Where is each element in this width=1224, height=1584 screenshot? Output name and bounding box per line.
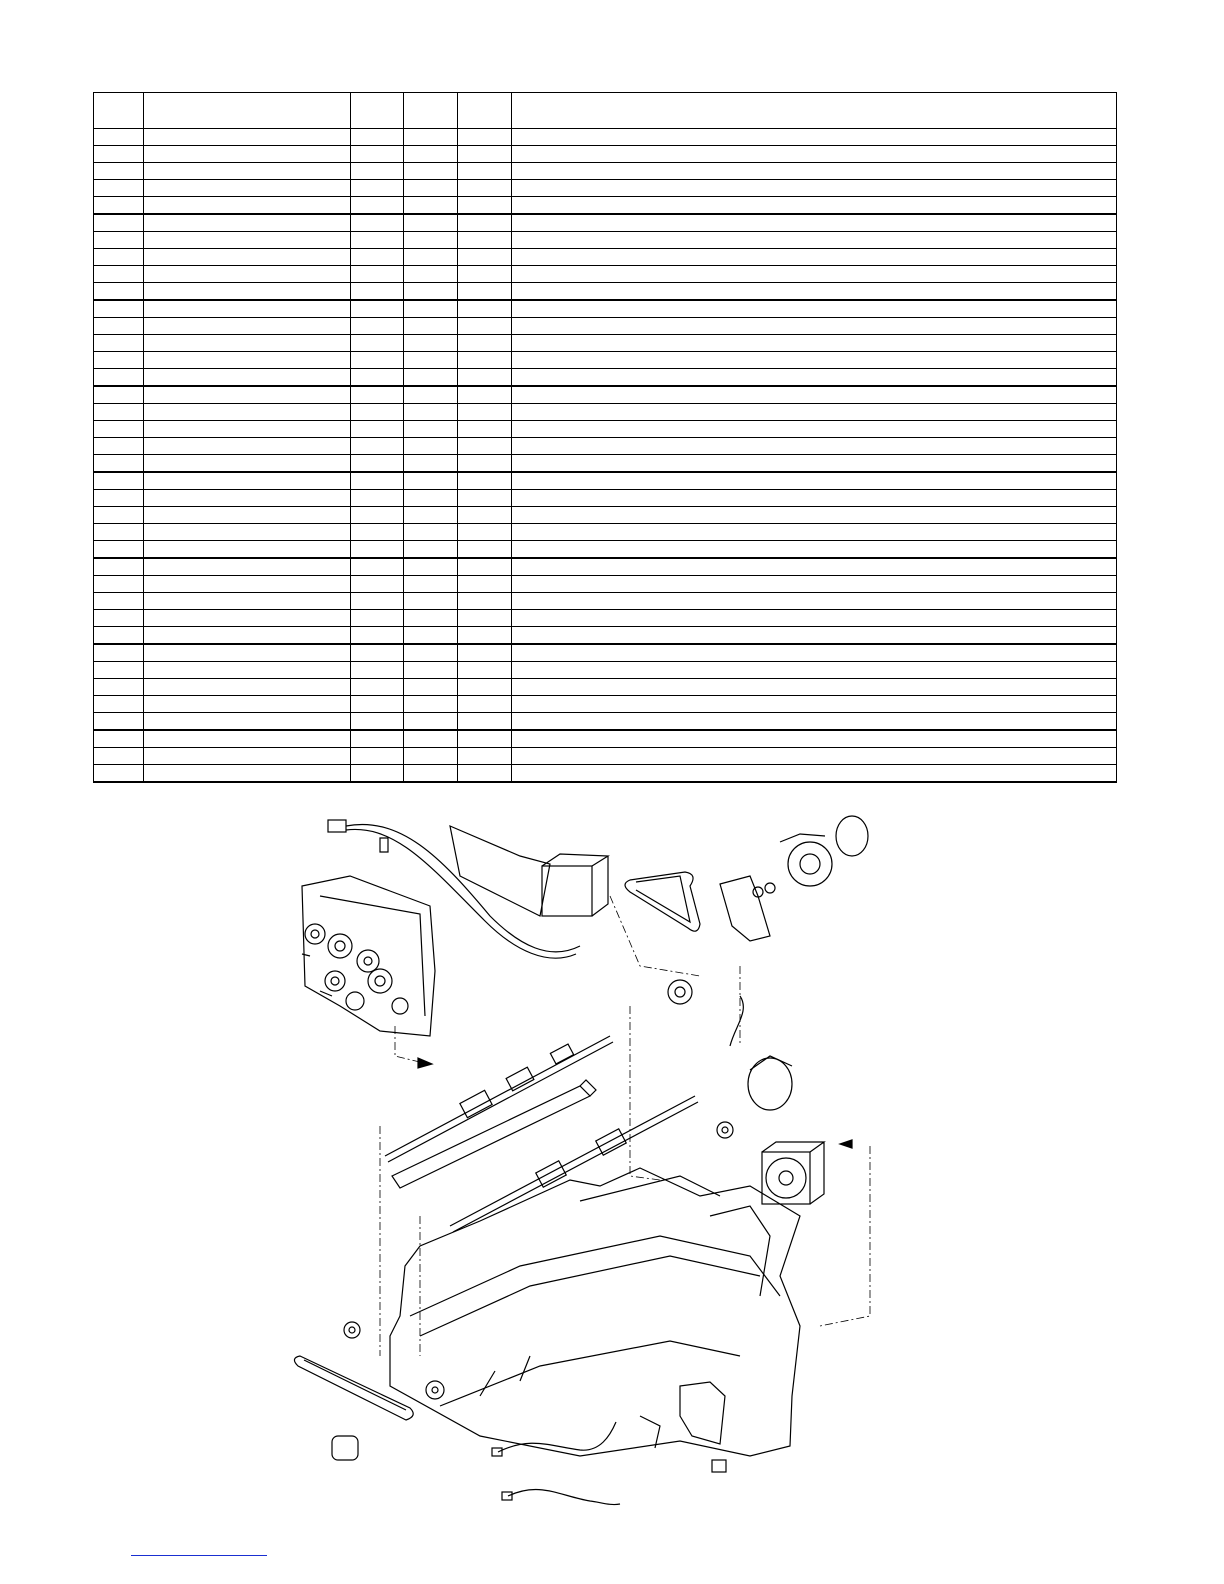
cell-part-no (144, 627, 351, 645)
cell-no (94, 352, 144, 369)
parts-list-table (93, 92, 1117, 783)
table-row (94, 593, 1117, 610)
table-row (94, 627, 1117, 645)
cell-part-rank (458, 696, 512, 713)
cell-part-no (144, 748, 351, 765)
cell-no (94, 644, 144, 662)
cell-part-no (144, 197, 351, 215)
cell-part-no (144, 283, 351, 301)
cell-price-rank (351, 197, 404, 215)
table-row (94, 180, 1117, 197)
table-row (94, 541, 1117, 559)
cell-price-rank (351, 748, 404, 765)
table-row (94, 438, 1117, 455)
gear-bracket-assembly (302, 876, 435, 1036)
cell-description (512, 730, 1117, 748)
cell-price-rank (351, 713, 404, 731)
cell-description (512, 524, 1117, 541)
cell-part-rank (458, 455, 512, 473)
cell-no (94, 558, 144, 576)
table-row (94, 129, 1117, 146)
cell-price-rank (351, 593, 404, 610)
cell-new-mark (404, 318, 458, 335)
cell-price-rank (351, 644, 404, 662)
cell-part-no (144, 266, 351, 283)
cell-description (512, 214, 1117, 232)
cell-part-no (144, 386, 351, 404)
cell-new-mark (404, 197, 458, 215)
cell-new-mark (404, 129, 458, 146)
cell-part-no (144, 214, 351, 232)
cell-price-rank (351, 576, 404, 593)
cell-new-mark (404, 730, 458, 748)
cell-part-rank (458, 541, 512, 559)
cell-description (512, 610, 1117, 627)
cell-no (94, 249, 144, 266)
cell-no (94, 610, 144, 627)
table-row (94, 300, 1117, 318)
cell-price-rank (351, 266, 404, 283)
cell-part-rank (458, 180, 512, 197)
cell-no (94, 730, 144, 748)
cell-price-rank (351, 214, 404, 232)
cell-part-rank (458, 232, 512, 249)
cell-no (94, 472, 144, 490)
cell-part-no (144, 352, 351, 369)
cell-new-mark (404, 610, 458, 627)
cell-price-rank (351, 507, 404, 524)
assembly-direction-arrow (418, 1058, 432, 1068)
cell-part-rank (458, 748, 512, 765)
table-row (94, 421, 1117, 438)
cell-new-mark (404, 679, 458, 696)
cell-price-rank (351, 472, 404, 490)
cell-no (94, 627, 144, 645)
cell-description (512, 249, 1117, 266)
cell-part-rank (458, 369, 512, 387)
table-row (94, 318, 1117, 335)
cell-description (512, 662, 1117, 679)
cell-description (512, 197, 1117, 215)
cell-new-mark (404, 300, 458, 318)
cell-description (512, 490, 1117, 507)
cell-no (94, 455, 144, 473)
col-header-new-mark (404, 93, 458, 129)
table-row (94, 507, 1117, 524)
table-row (94, 696, 1117, 713)
table-row (94, 352, 1117, 369)
cell-part-no (144, 404, 351, 421)
cell-description (512, 644, 1117, 662)
motor-bracket-assembly (720, 816, 868, 941)
cell-new-mark (404, 438, 458, 455)
cell-description (512, 163, 1117, 180)
cell-new-mark (404, 249, 458, 266)
cell-price-rank (351, 386, 404, 404)
cell-price-rank (351, 318, 404, 335)
cell-price-rank (351, 232, 404, 249)
cell-part-rank (458, 472, 512, 490)
cell-part-no (144, 318, 351, 335)
col-header-description (512, 93, 1117, 129)
footer-link-underline[interactable] (131, 1555, 267, 1556)
cell-part-no (144, 180, 351, 197)
cell-part-rank (458, 386, 512, 404)
col-header-part-rank (458, 93, 512, 129)
cell-price-rank (351, 180, 404, 197)
cell-no (94, 197, 144, 215)
cell-part-no (144, 644, 351, 662)
cell-description (512, 146, 1117, 163)
cell-part-no (144, 369, 351, 387)
table-row (94, 197, 1117, 215)
cell-description (512, 593, 1117, 610)
cell-price-rank (351, 541, 404, 559)
table-row (94, 214, 1117, 232)
cell-part-no (144, 490, 351, 507)
cell-price-rank (351, 404, 404, 421)
table-row (94, 266, 1117, 283)
cell-description (512, 472, 1117, 490)
cell-price-rank (351, 249, 404, 266)
table-row (94, 662, 1117, 679)
cooling-fan (762, 1142, 824, 1204)
cell-new-mark (404, 662, 458, 679)
cell-description (512, 455, 1117, 473)
table-row (94, 490, 1117, 507)
cell-part-rank (458, 627, 512, 645)
cell-part-no (144, 507, 351, 524)
cell-no (94, 300, 144, 318)
cell-new-mark (404, 283, 458, 301)
table-row (94, 644, 1117, 662)
cell-description (512, 679, 1117, 696)
table-row (94, 232, 1117, 249)
cell-part-rank (458, 300, 512, 318)
small-gear (717, 1122, 733, 1138)
cell-new-mark (404, 593, 458, 610)
cell-part-no (144, 129, 351, 146)
cell-price-rank (351, 679, 404, 696)
table-body (94, 129, 1117, 783)
cell-no (94, 404, 144, 421)
cell-no (94, 421, 144, 438)
cell-part-no (144, 610, 351, 627)
cell-price-rank (351, 558, 404, 576)
cell-price-rank (351, 490, 404, 507)
table-row (94, 558, 1117, 576)
cell-part-no (144, 524, 351, 541)
cell-part-no (144, 541, 351, 559)
feed-roller (385, 1036, 613, 1162)
small-timing-belt (625, 872, 700, 931)
cell-new-mark (404, 472, 458, 490)
cell-price-rank (351, 662, 404, 679)
cell-part-rank (458, 765, 512, 783)
cell-new-mark (404, 713, 458, 731)
cell-part-rank (458, 610, 512, 627)
table-row (94, 765, 1117, 783)
cell-no (94, 748, 144, 765)
cell-price-rank (351, 352, 404, 369)
cell-part-rank (458, 662, 512, 679)
table-row (94, 369, 1117, 387)
cell-description (512, 266, 1117, 283)
cell-new-mark (404, 576, 458, 593)
cell-part-rank (458, 421, 512, 438)
switch-assembly (640, 1382, 726, 1472)
col-header-part-no (144, 93, 351, 129)
cell-new-mark (404, 524, 458, 541)
exploded-parts-diagram (280, 796, 900, 1536)
assembly-direction-arrow-2 (840, 1140, 852, 1148)
cell-description (512, 627, 1117, 645)
cell-part-no (144, 696, 351, 713)
cell-description (512, 318, 1117, 335)
cell-price-rank (351, 765, 404, 783)
cell-new-mark (404, 386, 458, 404)
table-row (94, 386, 1117, 404)
cell-description (512, 421, 1117, 438)
cell-price-rank (351, 438, 404, 455)
cell-part-rank (458, 593, 512, 610)
cell-part-rank (458, 490, 512, 507)
cell-part-no (144, 558, 351, 576)
cell-no (94, 180, 144, 197)
cell-part-rank (458, 352, 512, 369)
cell-no (94, 318, 144, 335)
table-row (94, 610, 1117, 627)
cell-description (512, 404, 1117, 421)
cell-part-no (144, 679, 351, 696)
cell-part-no (144, 576, 351, 593)
cell-new-mark (404, 748, 458, 765)
cell-no (94, 266, 144, 283)
cell-part-no (144, 300, 351, 318)
cell-new-mark (404, 404, 458, 421)
ground-cable-2 (502, 1490, 620, 1505)
cell-part-rank (458, 249, 512, 266)
cell-new-mark (404, 335, 458, 352)
cell-description (512, 180, 1117, 197)
cell-part-no (144, 455, 351, 473)
wire-harness-sensor-unit (328, 820, 608, 958)
cell-new-mark (404, 214, 458, 232)
cell-description (512, 129, 1117, 146)
cell-no (94, 576, 144, 593)
knob (332, 1436, 358, 1460)
cell-no (94, 541, 144, 559)
drive-gear (668, 980, 692, 1004)
table-row (94, 576, 1117, 593)
cell-price-rank (351, 455, 404, 473)
cell-no (94, 679, 144, 696)
cell-description (512, 232, 1117, 249)
main-frame-chassis (390, 1168, 800, 1456)
cell-price-rank (351, 163, 404, 180)
cell-price-rank (351, 369, 404, 387)
cell-description (512, 558, 1117, 576)
cell-part-rank (458, 558, 512, 576)
cell-part-rank (458, 146, 512, 163)
cell-no (94, 713, 144, 731)
cell-description (512, 696, 1117, 713)
col-header-no (94, 93, 144, 129)
table-row (94, 679, 1117, 696)
cell-description (512, 386, 1117, 404)
cell-new-mark (404, 455, 458, 473)
cell-part-no (144, 593, 351, 610)
table-row (94, 455, 1117, 473)
cell-price-rank (351, 610, 404, 627)
cell-no (94, 283, 144, 301)
table-row (94, 283, 1117, 301)
cell-no (94, 593, 144, 610)
cell-part-rank (458, 266, 512, 283)
cell-new-mark (404, 644, 458, 662)
cell-part-no (144, 472, 351, 490)
cell-no (94, 438, 144, 455)
cell-new-mark (404, 421, 458, 438)
cell-description (512, 507, 1117, 524)
cell-part-rank (458, 524, 512, 541)
cell-price-rank (351, 300, 404, 318)
cell-part-rank (458, 129, 512, 146)
cell-no (94, 662, 144, 679)
table-row (94, 146, 1117, 163)
cell-part-no (144, 146, 351, 163)
cell-price-rank (351, 146, 404, 163)
assembly-guide-lines (380, 896, 870, 1356)
cell-description (512, 369, 1117, 387)
cell-part-no (144, 163, 351, 180)
cell-new-mark (404, 627, 458, 645)
table-row (94, 335, 1117, 352)
cell-description (512, 283, 1117, 301)
cell-part-rank (458, 283, 512, 301)
cell-new-mark (404, 146, 458, 163)
cell-new-mark (404, 696, 458, 713)
cell-no (94, 507, 144, 524)
cell-no (94, 232, 144, 249)
table-row (94, 472, 1117, 490)
cell-price-rank (351, 524, 404, 541)
cell-part-rank (458, 438, 512, 455)
cell-description (512, 576, 1117, 593)
cell-part-rank (458, 404, 512, 421)
cell-part-no (144, 765, 351, 783)
cell-no (94, 490, 144, 507)
cell-no (94, 335, 144, 352)
cell-no (94, 765, 144, 783)
cell-no (94, 386, 144, 404)
cell-new-mark (404, 180, 458, 197)
cell-part-no (144, 713, 351, 731)
table-row (94, 404, 1117, 421)
cell-no (94, 146, 144, 163)
cell-description (512, 438, 1117, 455)
table-row (94, 730, 1117, 748)
cell-description (512, 335, 1117, 352)
cell-description (512, 300, 1117, 318)
cell-new-mark (404, 541, 458, 559)
cell-description (512, 541, 1117, 559)
cell-part-no (144, 730, 351, 748)
cell-part-rank (458, 163, 512, 180)
cell-part-rank (458, 214, 512, 232)
cell-description (512, 713, 1117, 731)
cell-part-no (144, 662, 351, 679)
cell-description (512, 748, 1117, 765)
cell-part-rank (458, 730, 512, 748)
table-header-row (94, 93, 1117, 129)
table-row (94, 713, 1117, 731)
cell-part-no (144, 249, 351, 266)
cell-part-no (144, 421, 351, 438)
cell-part-rank (458, 507, 512, 524)
cell-new-mark (404, 232, 458, 249)
cell-price-rank (351, 730, 404, 748)
cell-price-rank (351, 627, 404, 645)
cell-part-rank (458, 576, 512, 593)
cell-price-rank (351, 283, 404, 301)
cell-part-rank (458, 197, 512, 215)
col-header-price-rank (351, 93, 404, 129)
cell-price-rank (351, 696, 404, 713)
main-motor (730, 996, 792, 1110)
lower-timing-belt (294, 1356, 413, 1420)
cell-part-no (144, 232, 351, 249)
table-row (94, 249, 1117, 266)
cell-no (94, 369, 144, 387)
cell-new-mark (404, 490, 458, 507)
cell-no (94, 524, 144, 541)
cell-part-rank (458, 644, 512, 662)
cell-new-mark (404, 266, 458, 283)
table-row (94, 163, 1117, 180)
cell-new-mark (404, 369, 458, 387)
cell-part-no (144, 335, 351, 352)
table-row (94, 748, 1117, 765)
cell-no (94, 696, 144, 713)
cell-new-mark (404, 765, 458, 783)
cell-description (512, 352, 1117, 369)
cell-new-mark (404, 163, 458, 180)
cell-new-mark (404, 507, 458, 524)
cell-price-rank (351, 129, 404, 146)
cell-no (94, 214, 144, 232)
cell-new-mark (404, 352, 458, 369)
cell-description (512, 765, 1117, 783)
separation-roller (450, 1096, 698, 1232)
cell-part-rank (458, 318, 512, 335)
table-row (94, 524, 1117, 541)
cell-new-mark (404, 558, 458, 576)
cell-part-no (144, 438, 351, 455)
cell-no (94, 163, 144, 180)
cell-part-rank (458, 335, 512, 352)
cell-part-rank (458, 679, 512, 696)
cell-price-rank (351, 335, 404, 352)
cell-price-rank (351, 421, 404, 438)
cell-no (94, 129, 144, 146)
cell-part-rank (458, 713, 512, 731)
